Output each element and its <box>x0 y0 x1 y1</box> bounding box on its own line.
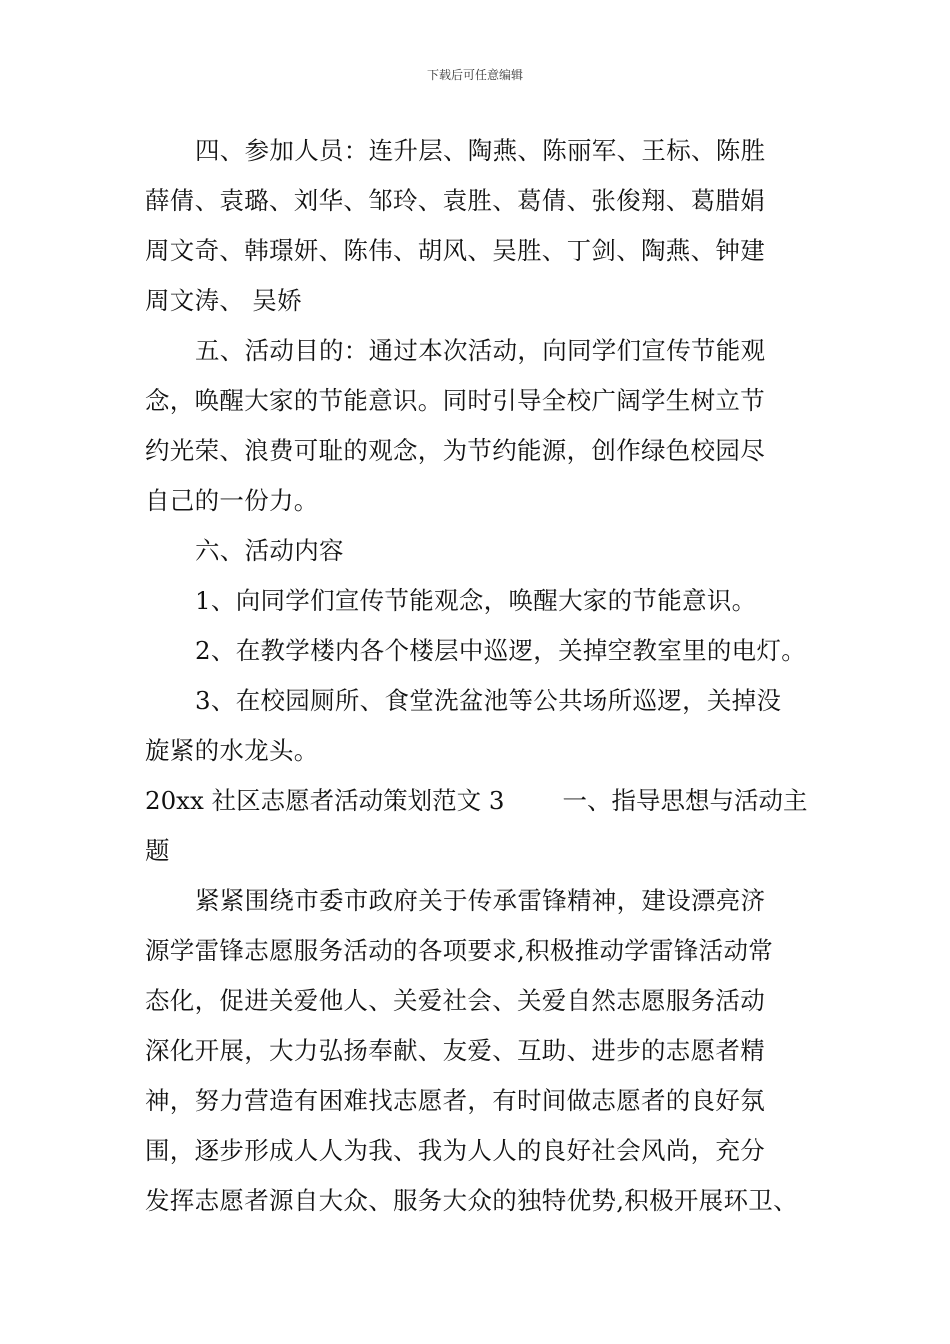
text-line: 1、向同学们宣传节能观念，唤醒大家的节能意识。 <box>195 586 757 615</box>
text-line: 2、在教学楼内各个楼层中巡逻，关掉空教室里的电灯。 <box>195 636 807 665</box>
text-line: 五、活动目的：通过本次活动，向同学们宣传节能观 <box>195 336 766 365</box>
section-heading <box>145 786 807 816</box>
text-line: 念，唤醒大家的节能意识。同时引导全校广阔学生树立节 <box>145 386 765 415</box>
text-line: 3、在校园厕所、食堂洗盆池等公共场所巡逻，关掉没 <box>195 686 782 715</box>
text-line: 神，努力营造有困难找志愿者，有时间做志愿者的良好氛 <box>145 1086 765 1115</box>
text-line: 旋紧的水龙头。 <box>145 736 319 765</box>
text-line: 六、活动内容 <box>195 536 344 565</box>
text-line: 源学雷锋志愿服务活动的各项要求,积极推动学雷锋活动常 <box>145 936 774 965</box>
section-title: 20xx 社区志愿者活动策划范文 3 <box>145 786 505 815</box>
section-subtitle-cont: 题 <box>145 836 170 865</box>
text-line: 围，逐步形成人人为我、我为人人的良好社会风尚，充分 <box>145 1136 765 1165</box>
text-line: 约光荣、浪费可耻的观念，为节约能源，创作绿色校园尽 <box>145 436 765 465</box>
text-line: 发挥志愿者源自大众、服务大众的独特优势,积极开展环卫、 <box>145 1186 798 1215</box>
text-line: 周文奇、韩璟妍、陈伟、胡风、吴胜、丁剑、陶燕、钟建 <box>145 236 765 265</box>
text-line: 紧紧围绕市委市政府关于传承雷锋精神，建设漂亮济 <box>195 886 766 915</box>
text-line: 周文涛、 吴娇 <box>145 286 302 315</box>
section-subtitle: 一、指导思想与活动主 <box>562 786 808 815</box>
text-line: 深化开展，大力弘扬奉献、友爱、互助、进步的志愿者精 <box>145 1036 765 1065</box>
text-line: 薛倩、袁璐、刘华、邹玲、袁胜、葛倩、张俊翔、葛腊娟 <box>145 186 765 215</box>
text-line: 态化，促进关爱他人、关爱社会、关爱自然志愿服务活动 <box>145 986 765 1015</box>
text-line: 自己的一份力。 <box>145 486 319 515</box>
page-header: 下载后可任意编辑 <box>426 68 523 82</box>
text-line: 四、参加人员：连升层、陶燕、陈丽军、王标、陈胜 <box>195 136 766 165</box>
